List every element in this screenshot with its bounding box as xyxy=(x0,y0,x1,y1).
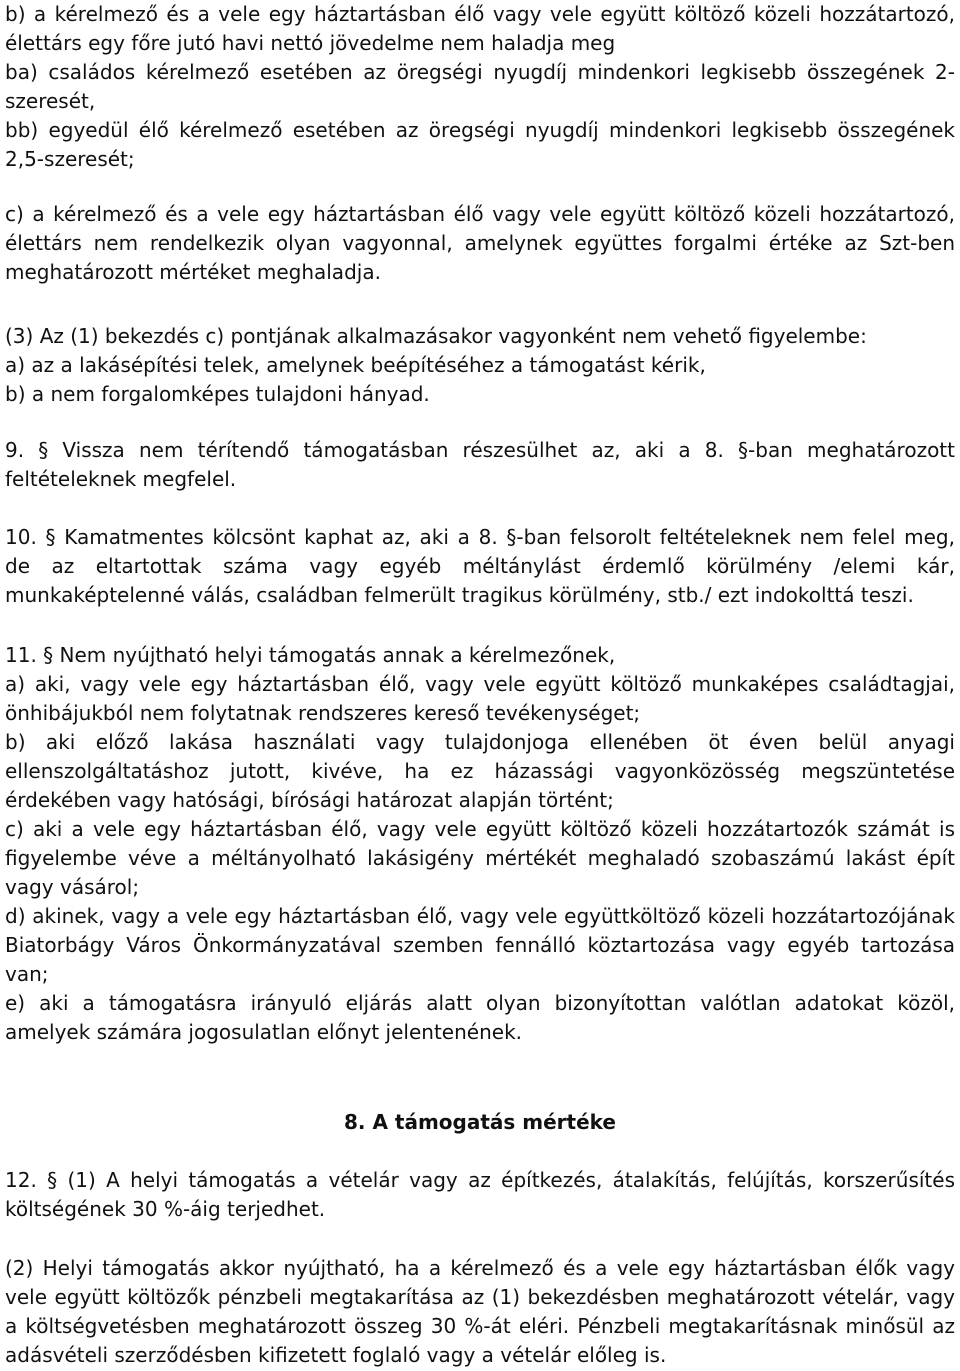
section-10 xyxy=(5,523,955,610)
section-12-2 xyxy=(5,1254,955,1370)
text-line: munkaképtelenné válás, családban felmerült tragikus körülmény, stb./ ezt indokolttá teszi. xyxy=(5,583,914,607)
text-line: b) a kérelmező és a vele egy háztartásban élő vagy vele együtt költöző közeli hozzátartozó, xyxy=(5,2,955,26)
text-line: 12. § (1) A helyi támogatás a vételár vagy az építkezés, átalakítás, felújítás, korszerűsítés xyxy=(5,1168,955,1192)
text-line: vagy vásárol; xyxy=(5,875,140,899)
text-line: 2,5-szeresét; xyxy=(5,147,135,171)
text-line: figyelembe véve a méltányolható lakásigény mértékét meghaladó szobaszámú lakást épít xyxy=(5,846,955,870)
text-line: (2) Helyi támogatás akkor nyújtható, ha a kérelmező és a vele egy háztartásban élők vagy xyxy=(5,1256,955,1280)
paragraph-3 xyxy=(5,322,955,409)
text-line: 10. § Kamatmentes kölcsönt kaphat az, aki a 8. §-ban felsorolt feltételeknek nem felel meg, xyxy=(5,525,955,549)
text-line: élettárs egy főre jutó havi nettó jövedelme nem haladja meg xyxy=(5,31,616,55)
text-line: c) a kérelmező és a vele egy háztartásban élő vagy vele együtt költöző közeli hozzátartozó, xyxy=(5,202,955,226)
text-line: b) aki előző lakása használati vagy tulajdonjoga ellenében öt éven belül anyagi xyxy=(5,730,955,754)
text-line: c) aki a vele egy háztartásban élő, vagy vele együtt költöző közeli hozzátartozók számát is xyxy=(5,817,955,841)
heading-text: 8. A támogatás mértéke xyxy=(343,1110,616,1134)
text-line: meghatározott mértéket meghaladja. xyxy=(5,260,381,284)
text-line: szeresét, xyxy=(5,89,96,113)
text-line: 11. § Nem nyújtható helyi támogatás annak a kérelmezőnek, xyxy=(5,643,616,667)
section-heading xyxy=(5,1108,955,1137)
text-line: érdekében vagy hatósági, bírósági határozat alapján történt; xyxy=(5,788,614,812)
text-line: élettárs nem rendelkezik olyan vagyonnal, amelynek együttes forgalmi értéke az Szt-ben xyxy=(5,231,955,255)
text-line: b) a nem forgalomképes tulajdoni hányad. xyxy=(5,382,430,406)
text-line: e) aki a támogatásra irányuló eljárás alatt olyan bizonyítottan valótlan adatokat közöl, xyxy=(5,991,955,1015)
text-line: költségének 30 %-áig terjedhet. xyxy=(5,1197,326,1221)
text-line: Biatorbágy Város Önkormányzatával szemben fennálló köztartozása vagy egyéb tartozása xyxy=(5,933,955,957)
paragraph-c-wealth xyxy=(5,200,955,287)
text-line: ba) családos kérelmező esetében az öregségi nyugdíj mindenkori legkisebb összegének 2- xyxy=(5,60,955,84)
section-12-1 xyxy=(5,1166,955,1224)
text-line: feltételeknek megfelel. xyxy=(5,467,237,491)
text-line: amelyek számára jogosulatlan előnyt jelentenének. xyxy=(5,1020,523,1044)
section-11 xyxy=(5,641,955,1047)
text-line: d) akinek, vagy a vele egy háztartásban élő, vagy vele együttköltöző közeli hozzátartozójának xyxy=(5,904,955,928)
text-line: 9. § Vissza nem térítendő támogatásban részesülhet az, aki a 8. §-ban meghatározott xyxy=(5,438,955,462)
text-line: bb) egyedül élő kérelmező esetében az öregségi nyugdíj mindenkori legkisebb összegének xyxy=(5,118,955,142)
text-line: vele együtt költözők pénzbeli megtakarítása az (1) bekezdésben meghatározott vételár, vagy xyxy=(5,1285,955,1309)
paragraph-b-income xyxy=(5,0,955,174)
section-9 xyxy=(5,436,955,494)
text-line: a) aki, vagy vele egy háztartásban élő, vagy vele együtt költöző munkaképes családtagjai, xyxy=(5,672,955,696)
text-line: (3) Az (1) bekezdés c) pontjának alkalmazásakor vagyonként nem vehető figyelembe: xyxy=(5,324,867,348)
text-line: adásvételi szerződésben kifizetett foglaló vagy a vételár előleg is. xyxy=(5,1343,667,1367)
text-line: önhibájukból nem folytatnak rendszeres kereső tevékenységet; xyxy=(5,701,641,725)
text-line: a) az a lakásépítési telek, amelynek beépítéséhez a támogatást kérik, xyxy=(5,353,706,377)
text-line: a költségvetésben meghatározott összeg 30 %-át eléri. Pénzbeli megtakarításnak minősül az xyxy=(5,1314,955,1338)
text-line: ellenszolgáltatáshoz jutott, kivéve, ha ez házassági vagyonközösség megszüntetése xyxy=(5,759,955,783)
text-line: van; xyxy=(5,962,49,986)
text-line: de az eltartottak száma vagy egyéb méltánylást érdemlő körülmény /elemi kár, xyxy=(5,554,955,578)
